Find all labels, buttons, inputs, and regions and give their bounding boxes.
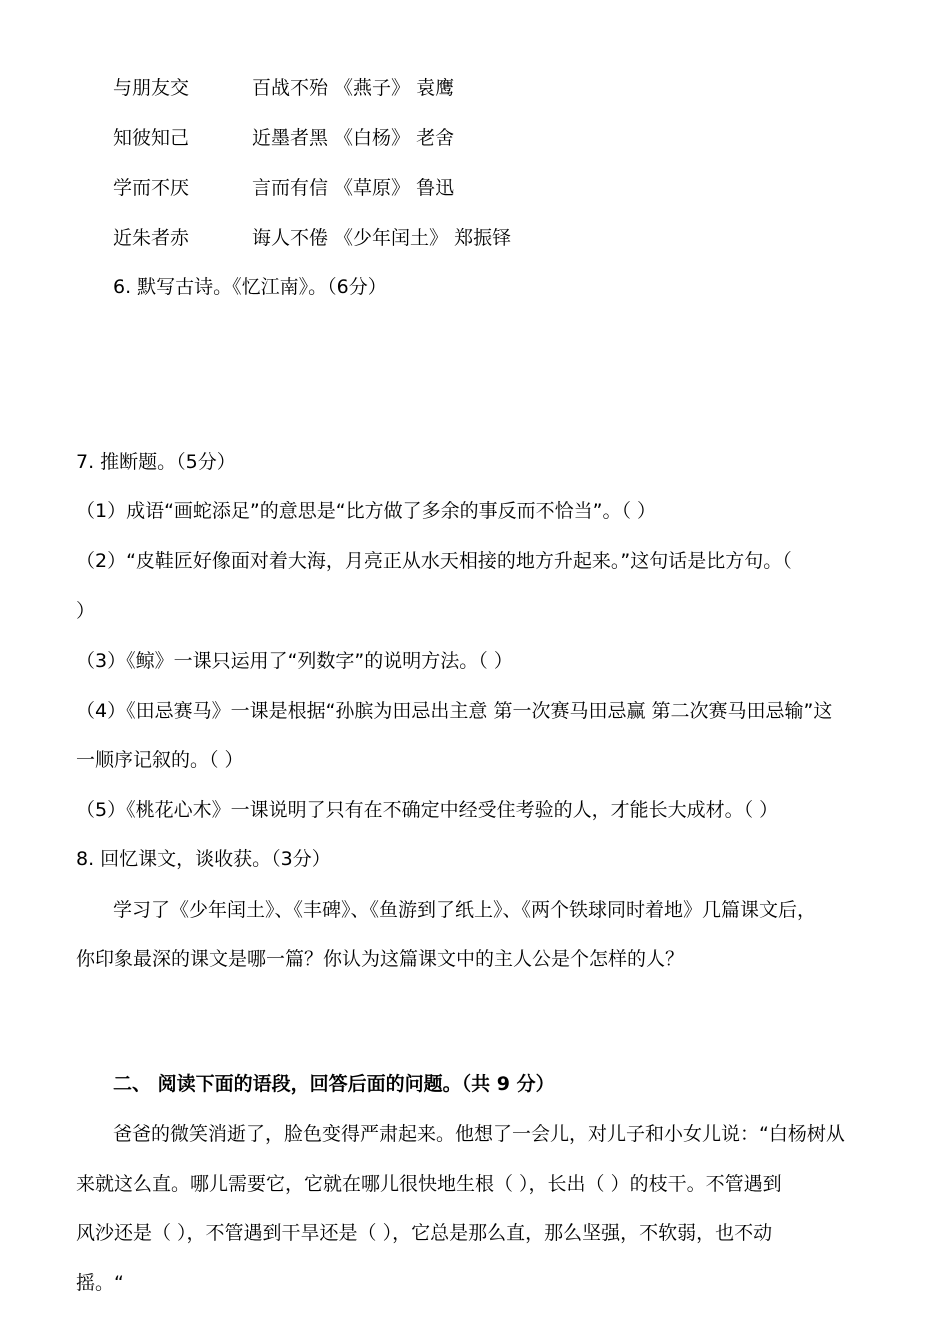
matching-right-4: 诲人不倦 《少年闰土》 郑振铎 (252, 227, 512, 249)
matching-right-1: 百战不殆 《燕子》 袁鹰 (252, 77, 455, 99)
matching-right-2: 近墨者黑 《白杨》 老舍 (252, 127, 455, 149)
question-6: 6. 默写古诗。《忆江南》。（6分） (113, 276, 387, 298)
passage-line-1: 爸爸的微笑消逝了，脸色变得严肃起来。他想了一会儿，对儿子和小女儿说：“白杨树从 (113, 1123, 845, 1145)
question-7-item-1: （1）成语“画蛇添足”的意思是“比方做了多余的事反而不恰当”。（ ） (76, 500, 657, 522)
question-7-item-5: （5）《桃花心木》一课说明了只有在不确定中经受住考验的人，才能长大成材。（ ） (76, 799, 779, 821)
question-8-title: 8. 回忆课文，谈收获。（3分） (76, 848, 331, 870)
section-2-title: 二、 阅读下面的语段，回答后面的问题。（共 9 分） (113, 1073, 555, 1095)
matching-left-3: 学而不厌 (113, 177, 190, 199)
matching-right-3: 言而有信 《草原》 鲁迅 (252, 177, 455, 199)
question-7-item-2: （2）“皮鞋匠好像面对着大海，月亮正从水天相接的地方升起来。”这句话是比方句。（ (76, 550, 792, 572)
question-7-title: 7. 推断题。（5分） (76, 451, 236, 473)
passage-line-2: 来就这么直。哪儿需要它，它就在哪儿很快地生根（ ），长出（ ）的枝干。不管遇到 (76, 1173, 782, 1195)
matching-left-4: 近朱者赤 (113, 227, 190, 249)
question-8-line-2: 你印象最深的课文是哪一篇？你认为这篇课文中的主人公是个怎样的人？ (76, 948, 685, 970)
matching-left-1: 与朋友交 (113, 77, 190, 99)
question-7-item-2-cont: ） (76, 600, 96, 622)
passage-line-3: 风沙还是（ ），不管遇到干旱还是（ ），它总是那么直，那么坚强，不软弱，也不动 (76, 1222, 773, 1244)
passage-line-4: 摇。“ (76, 1272, 124, 1294)
question-7-item-3: （3）《鲸》一课只运用了“列数字”的说明方法。（ ） (76, 650, 513, 672)
question-7-item-4-cont: 一顺序记叙的。（ ） (76, 749, 244, 771)
question-8-line-1: 学习了《少年闰土》、《丰碑》、《鱼游到了纸上》、《两个铁球同时着地》几篇课文后， (113, 899, 817, 921)
question-7-item-4: （4）《田忌赛马》一课是根据“孙膑为田忌出主意 第一次赛马田忌赢 第二次赛马田忌输”这 (76, 700, 833, 722)
matching-left-2: 知彼知己 (113, 127, 190, 149)
